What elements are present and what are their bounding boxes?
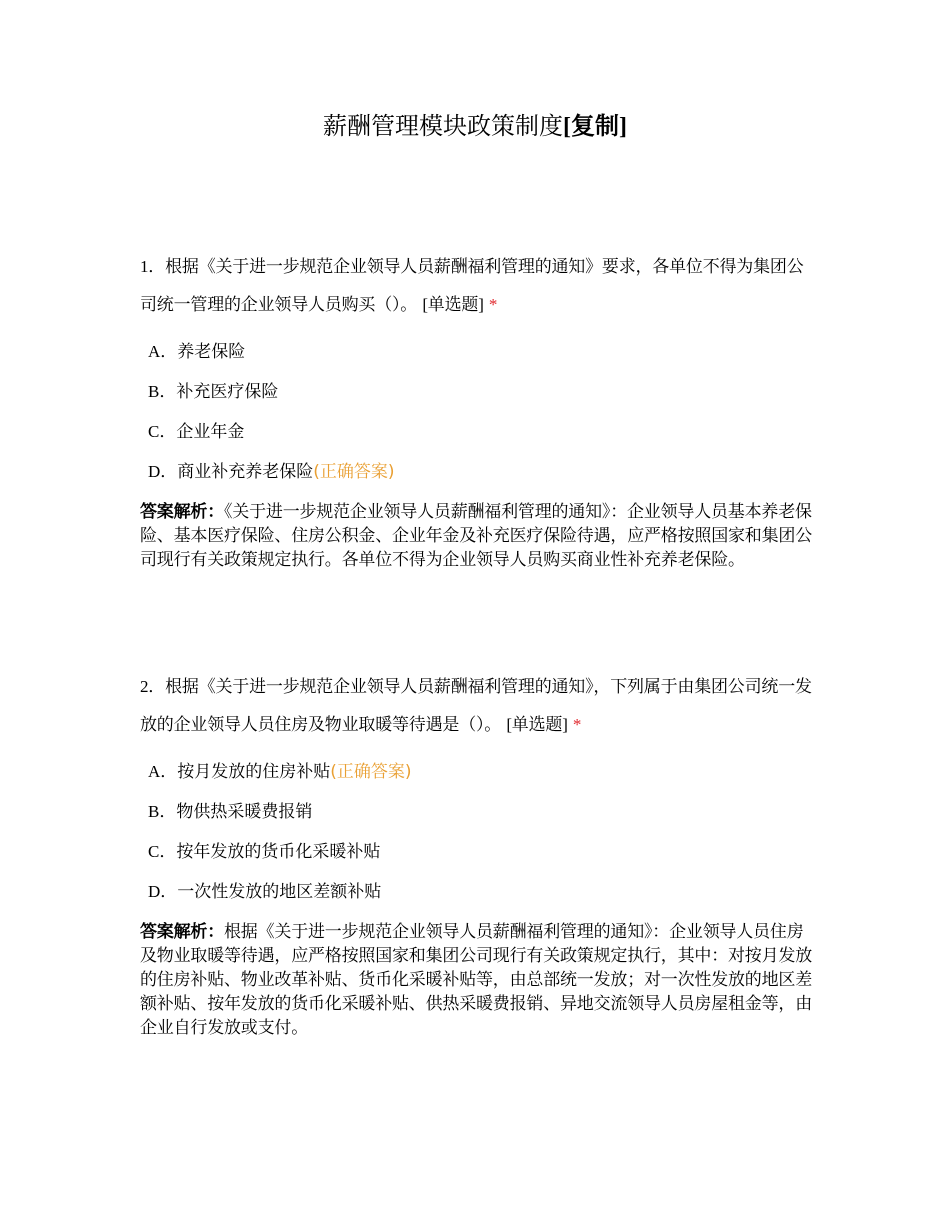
question-text: 根据《关于进一步规范企业领导人员薪酬福利管理的通知》，下列属于由集团公司统一发放的企业领导人员住房及物业取暖等待遇是（）。 [140,677,812,735]
option-b [140,372,812,412]
question-stem [140,668,812,744]
analysis-text: 《关于进一步规范企业领导人员薪酬福利管理的通知》：企业领导人员基本养老保险、基本医疗保险、住房公积金、企业年金及补充医疗保险待遇，应严格按照国家和集团公司现行有关政策规定执行。各单位不得为企业领导人员购买商业性补充养老保险。 [140,502,812,570]
option-d [140,872,812,912]
option-c [140,832,812,872]
title-main: 薪酬管理模块政策制度 [323,112,563,140]
required-mark: * [488,295,498,314]
option-text: 按月发放的住房补贴 [177,762,331,782]
analysis-text: 根据《关于进一步规范企业领导人员薪酬福利管理的通知》：企业领导人员住房及物业取暖等待遇，应严格按照国家和集团公司现行有关政策规定执行，其中：对按月发放的住房补贴、物业改革补贴、货币化采暖补贴等，由总部统一发放；对一次性发放的地区差额补贴、按年发放的货币化采暖补贴、供热采暖费报销、异地交流领导人员房屋租金等，由企业自行发放或支付。 [140,922,812,1038]
option-letter: B． [148,382,177,401]
answer-analysis [140,920,812,1040]
question-number: 2． [140,677,166,696]
option-d [140,452,812,492]
option-letter: C． [148,842,177,861]
option-text: 按年发放的货币化采暖补贴 [176,842,381,862]
correct-answer-tag: (正确答案) [330,762,412,782]
options-list [140,752,812,912]
option-text: 养老保险 [177,342,246,362]
option-letter: B． [148,802,177,821]
question-type: [单选题] [506,715,568,734]
question-stem [140,248,812,324]
option-text: 一次性发放的地区差额补贴 [177,882,382,902]
question-text: 根据《关于进一步规范企业领导人员薪酬福利管理的通知》要求，各单位不得为集团公司统一管理的企业领导人员购买（）。 [140,257,804,315]
question-number: 1． [140,257,166,276]
answer-analysis [140,500,812,572]
page-title [0,110,950,143]
option-text: 企业年金 [176,422,245,442]
option-text: 物供热采暖费报销 [176,802,313,822]
option-letter: D． [148,462,178,481]
option-text: 商业补充养老保险 [177,462,314,482]
analysis-label: 答案解析： [140,502,224,522]
required-mark: * [572,715,582,734]
question-type: [单选题] [422,295,484,314]
option-c [140,412,812,452]
option-letter: D． [148,882,178,901]
option-a [140,332,812,372]
options-list [140,332,812,492]
option-letter: A． [148,342,178,361]
option-letter: A． [148,762,178,781]
option-text: 补充医疗保险 [176,382,279,402]
correct-answer-tag: (正确答案) [313,462,395,482]
question-1 [140,248,812,572]
question-2 [140,668,812,1040]
option-a [140,752,812,792]
analysis-label: 答案解析： [140,922,224,942]
title-suffix: [复制] [563,114,627,140]
option-letter: C． [148,422,177,441]
option-b [140,792,812,832]
